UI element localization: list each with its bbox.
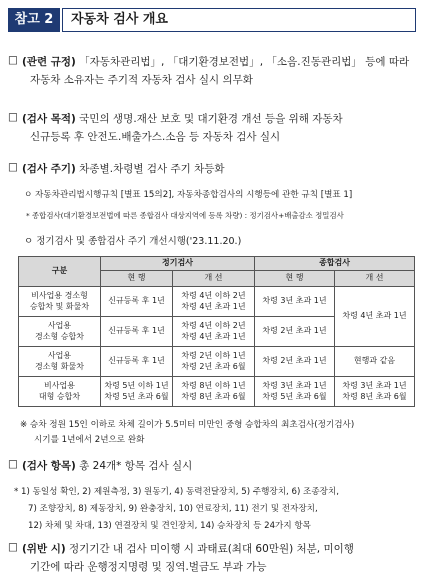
section-marker: □ (8, 111, 18, 123)
page-title: 자동차 검사 개요 (62, 8, 416, 32)
section-inspection-purpose: (검사 목적) 국민의 생명․재산 보호 및 대기환경 개선 등을 위해 자동차 (22, 113, 343, 125)
section-related-regulation-cont: 자동차 소유자는 주기적 자동차 검사 실시 의무화 (30, 74, 253, 86)
table-cell-type: 비사업용 경소형 승합차 및 화물차 (19, 287, 101, 317)
section-violation-cont: 기간에 따라 운행정지명령 및 징역․벌금도 부과 가능 (30, 561, 267, 573)
items-footnote: * 1) 동일성 확인, 2) 제원측정, 3) 원동기, 4) 동력전달장치, 5) 주행장치, 6) 조종장치, (14, 487, 339, 497)
table-cell: 차령 4년 이하 2년 차령 4년 초과 1년 (173, 317, 255, 347)
table-cell: 신규등록 후 1년 (101, 317, 173, 347)
cycle-footnote: * 종합검사(대기환경보전법에 따른 종합검사 대상지역에 등록 차량) : 정기검사+배출감소 정밀검사 (26, 211, 344, 220)
items-footnote-cont: 12) 차체 및 차대, 13) 연결장치 및 견인장치, 14) 승차장치 등 24가지 항목 (28, 521, 311, 531)
section-inspection-purpose-cont: 신규등록 후 안전도․배출가스․소음 등 자동차 검사 실시 (30, 131, 281, 143)
section-inspection-cycle: (검사 주기) 차종별․차령별 검사 주기 차등화 (22, 163, 225, 175)
table-cell: 현행과 같음 (335, 347, 415, 377)
table-header-comprehensive: 종합검사 (255, 257, 415, 271)
table-subheader-improved: 개 선 (335, 271, 415, 287)
table-cell: 차령 3년 초과 1년 차령 5년 초과 6월 (255, 377, 335, 407)
section-violation: (위반 시) 정기기간 내 검사 미이행 시 과태료(최대 60만원) 처분, 미이행 (22, 543, 354, 555)
cycle-legal-basis: ㅇ 자동차관리법시행규칙 [별표 15의2], 자동차종합검사의 시행등에 관한 규칙 [별표 1] (24, 190, 353, 200)
table-cell-type: 사업용 경소형 화물차 (19, 347, 101, 377)
table-note: ※ 승차 정원 15인 이하로 차체 길이가 5.5미터 미만인 중형 승합차의 최초검사(정기검사) (20, 420, 355, 430)
table-cell: 신규등록 후 1년 (101, 347, 173, 377)
table-header-type: 구분 (19, 257, 101, 287)
table-cell: 차령 4년 이하 2년 차령 4년 초과 1년 (173, 287, 255, 317)
table-subheader-current: 현 행 (255, 271, 335, 287)
table-cell: 신규등록 후 1년 (101, 287, 173, 317)
section-marker: □ (8, 458, 18, 470)
table-cell-type: 비사업용 대형 승합차 (19, 377, 101, 407)
table-cell: 차령 5년 이하 1년 차령 5년 초과 6월 (101, 377, 173, 407)
table-header-regular: 정기검사 (101, 257, 255, 271)
table-cell: 차령 3년 초과 1년 (255, 287, 335, 317)
table-cell: 차령 4년 초과 1년 (335, 287, 415, 347)
table-cell-type: 사업용 경소형 승합차 (19, 317, 101, 347)
section-marker: □ (8, 54, 18, 66)
appendix-tag: 참고 2 (8, 8, 60, 32)
section-marker: □ (8, 541, 18, 553)
table-cell: 차령 2년 이하 1년 차령 2년 초과 6월 (173, 347, 255, 377)
table-cell: 차령 2년 초과 1년 (255, 347, 335, 377)
table-cell: 차령 2년 초과 1년 (255, 317, 335, 347)
table-row (19, 287, 415, 317)
section-inspection-items: (검사 항목) 총 24개* 항목 검사 실시 (22, 460, 193, 472)
table-subheader-improved: 개 선 (173, 271, 255, 287)
section-related-regulation: (관련 규정) 「자동차관리법」, 「대기환경보전법」, 「소음․진동관리법」 등에 따라 (22, 56, 410, 68)
table-note-cont: 시기를 1년에서 2년으로 완화 (34, 435, 145, 445)
items-footnote-cont: 7) 조향장치, 8) 제동장치, 9) 완충장치, 10) 연료장치, 11) 전기 및 전자장치, (28, 504, 318, 514)
cycle-improvement-title: ㅇ 정기검사 및 종합검사 주기 개선시행('23.11.20.) (24, 236, 242, 247)
section-marker: □ (8, 161, 18, 173)
table-row (19, 377, 415, 407)
table-cell: 차령 8년 이하 1년 차령 8년 초과 6월 (173, 377, 255, 407)
table-cell: 차령 3년 초과 1년 차령 8년 초과 6월 (335, 377, 415, 407)
table-subheader-current: 현 행 (101, 271, 173, 287)
table-row (19, 347, 415, 377)
inspection-cycle-table (18, 256, 415, 407)
